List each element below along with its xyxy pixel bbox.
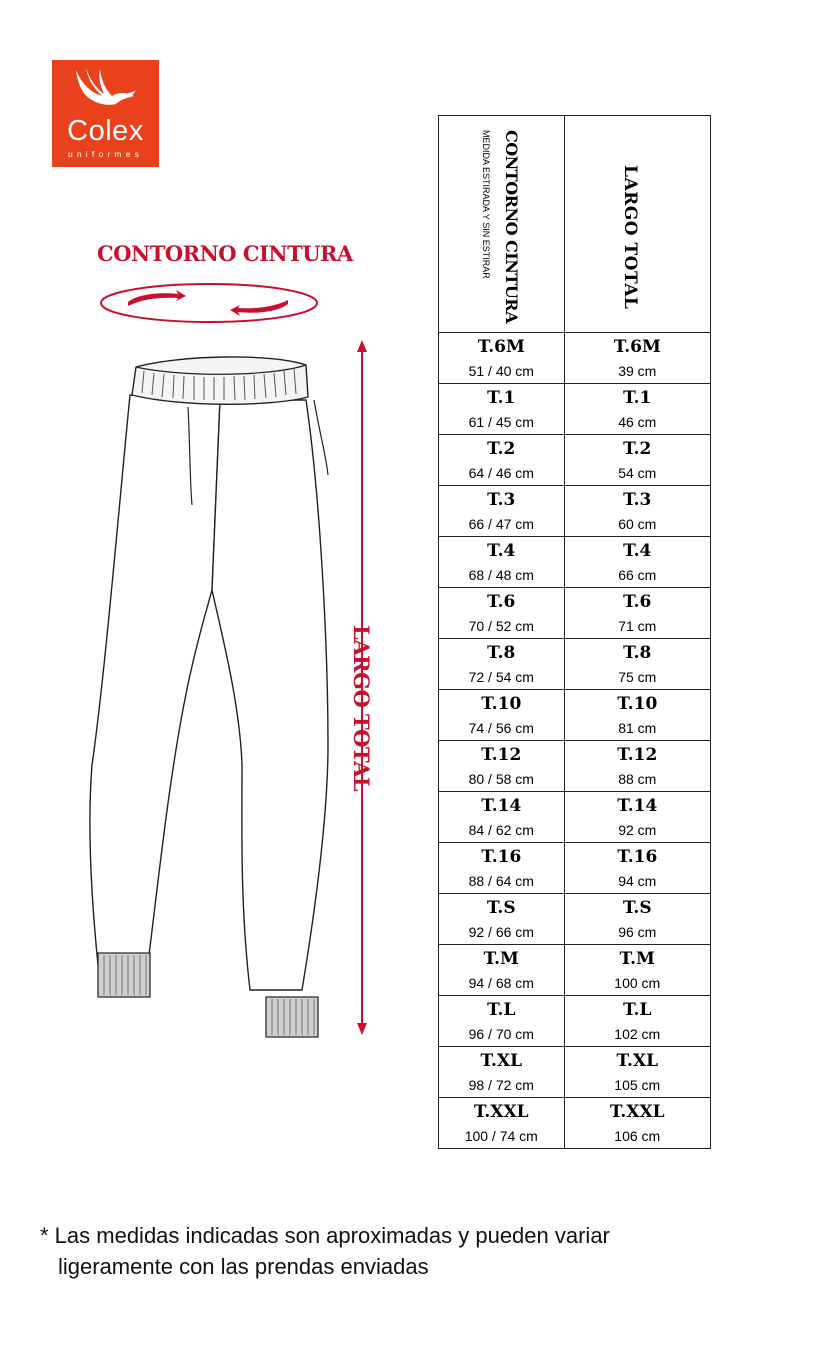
length-measure: 46 cm: [618, 414, 657, 430]
length-measure: 39 cm: [618, 363, 657, 379]
length-measure: 60 cm: [618, 516, 657, 532]
table-header: [438, 115, 711, 333]
brand-name: Colex: [67, 115, 144, 147]
length-cell: [565, 741, 710, 791]
table-row: [438, 588, 711, 639]
waist-measure: 92 / 66 cm: [468, 924, 534, 940]
waist-measure: 70 / 52 cm: [468, 618, 534, 634]
length-cell: [565, 894, 710, 944]
footnote-line-2: ligeramente con las prendas enviadas: [58, 1254, 429, 1279]
size-label: T.1: [623, 388, 652, 408]
table-row: [438, 1098, 711, 1149]
waist-cell: [439, 945, 565, 995]
length-measure: 94 cm: [618, 873, 657, 889]
waist-cell: [439, 1098, 565, 1148]
table-row: [438, 486, 711, 537]
waist-cell: [439, 792, 565, 842]
size-label: T.10: [617, 694, 658, 714]
length-measure: 92 cm: [618, 822, 657, 838]
waist-cell: [439, 996, 565, 1046]
waist-measure: 88 / 64 cm: [468, 873, 534, 889]
length-measure: 106 cm: [614, 1128, 661, 1144]
size-label: T.XXL: [609, 1102, 665, 1122]
length-measure: 100 cm: [614, 975, 661, 991]
length-measure: 81 cm: [618, 720, 657, 736]
size-label: T.10: [481, 694, 522, 714]
length-cell: [565, 996, 710, 1046]
length-cell: [565, 792, 710, 842]
size-label: T.4: [623, 541, 652, 561]
table-row: [438, 741, 711, 792]
length-measure: 75 cm: [618, 669, 657, 685]
table-row: [438, 384, 711, 435]
table-row: [438, 894, 711, 945]
waist-cell: [439, 588, 565, 638]
size-label: T.XL: [480, 1051, 523, 1071]
pants-illustration: [70, 345, 340, 1045]
waist-measure: 66 / 47 cm: [468, 516, 534, 532]
length-cell: [565, 843, 710, 893]
length-cell: [565, 945, 710, 995]
length-measure: 54 cm: [618, 465, 657, 481]
length-cell: [565, 384, 710, 434]
size-label: T.4: [487, 541, 516, 561]
waist-measure: 61 / 45 cm: [468, 414, 534, 430]
waist-cell: [439, 843, 565, 893]
size-label: T.3: [623, 490, 652, 510]
bird-icon: [72, 66, 142, 114]
size-label: T.6: [623, 592, 652, 612]
length-measure: 66 cm: [618, 567, 657, 583]
table-row: [438, 843, 711, 894]
length-cell: [565, 486, 710, 536]
waist-measure: 64 / 46 cm: [468, 465, 534, 481]
length-cell: [565, 1098, 710, 1148]
size-label: T.8: [623, 643, 652, 663]
waist-measure: 100 / 74 cm: [464, 1128, 538, 1144]
table-row: [438, 435, 711, 486]
table-row: [438, 1047, 711, 1098]
length-measure: 102 cm: [614, 1026, 661, 1042]
waist-label: CONTORNO CINTURA: [97, 241, 353, 266]
size-label: T.XXL: [473, 1102, 529, 1122]
table-row: [438, 996, 711, 1047]
footnote-line-1: * Las medidas indicadas son aproximadas y pueden variar: [40, 1223, 610, 1248]
header-waist-subtitle: MEDIDA ESTIRADA Y SIN ESTIRAR: [481, 130, 491, 279]
waist-measure: 80 / 58 cm: [468, 771, 534, 787]
table-row: [438, 537, 711, 588]
footnote: [40, 1220, 610, 1282]
table-row: [438, 690, 711, 741]
length-cell: [565, 639, 710, 689]
size-label: T.16: [481, 847, 522, 867]
waist-measure: 94 / 68 cm: [468, 975, 534, 991]
waist-cell: [439, 894, 565, 944]
size-label: T.6M: [613, 337, 661, 357]
header-length: LARGO TOTAL: [620, 165, 640, 310]
header-waist: CONTORNO CINTURA: [502, 130, 521, 323]
waist-measure: 51 / 40 cm: [468, 363, 534, 379]
brand-logo: [52, 60, 159, 167]
length-measure: 71 cm: [618, 618, 657, 634]
length-cell: [565, 588, 710, 638]
size-label: T.14: [481, 796, 522, 816]
length-measure: 88 cm: [618, 771, 657, 787]
length-cell: [565, 333, 710, 383]
waist-circumference-arrows-icon: [98, 280, 320, 326]
size-label: T.6: [487, 592, 516, 612]
waist-measure: 72 / 54 cm: [468, 669, 534, 685]
waist-cell: [439, 639, 565, 689]
size-label: T.1: [487, 388, 516, 408]
waist-cell: [439, 741, 565, 791]
waist-cell: [439, 486, 565, 536]
length-cell: [565, 435, 710, 485]
size-label: T.XL: [616, 1051, 659, 1071]
size-label: T.M: [619, 949, 655, 969]
length-measure: 96 cm: [618, 924, 657, 940]
brand-tagline: uniformes: [67, 149, 144, 159]
size-label: T.3: [487, 490, 516, 510]
waist-cell: [439, 690, 565, 740]
table-row: [438, 639, 711, 690]
table-body: [438, 333, 711, 1149]
length-cell: [565, 537, 710, 587]
length-measure: 105 cm: [614, 1077, 661, 1093]
size-label: T.L: [623, 1000, 652, 1020]
size-table: [438, 115, 711, 1149]
size-label: T.2: [487, 439, 516, 459]
size-label: T.12: [617, 745, 658, 765]
waist-cell: [439, 384, 565, 434]
size-label: T.16: [617, 847, 658, 867]
length-label: LARGO TOTAL: [349, 625, 374, 792]
size-label: T.6M: [477, 337, 525, 357]
waist-cell: [439, 537, 565, 587]
size-label: T.S: [622, 898, 652, 918]
size-label: T.S: [486, 898, 516, 918]
waist-measure: 74 / 56 cm: [468, 720, 534, 736]
length-cell: [565, 690, 710, 740]
table-row: [438, 333, 711, 384]
size-label: T.L: [487, 1000, 516, 1020]
length-cell: [565, 1047, 710, 1097]
size-label: T.12: [481, 745, 522, 765]
waist-cell: [439, 435, 565, 485]
waist-measure: 84 / 62 cm: [468, 822, 534, 838]
size-label: T.14: [617, 796, 658, 816]
waist-cell: [439, 333, 565, 383]
size-label: T.2: [623, 439, 652, 459]
size-label: T.M: [483, 949, 519, 969]
table-row: [438, 792, 711, 843]
table-row: [438, 945, 711, 996]
waist-cell: [439, 1047, 565, 1097]
waist-measure: 96 / 70 cm: [468, 1026, 534, 1042]
waist-measure: 98 / 72 cm: [468, 1077, 534, 1093]
size-label: T.8: [487, 643, 516, 663]
waist-measure: 68 / 48 cm: [468, 567, 534, 583]
